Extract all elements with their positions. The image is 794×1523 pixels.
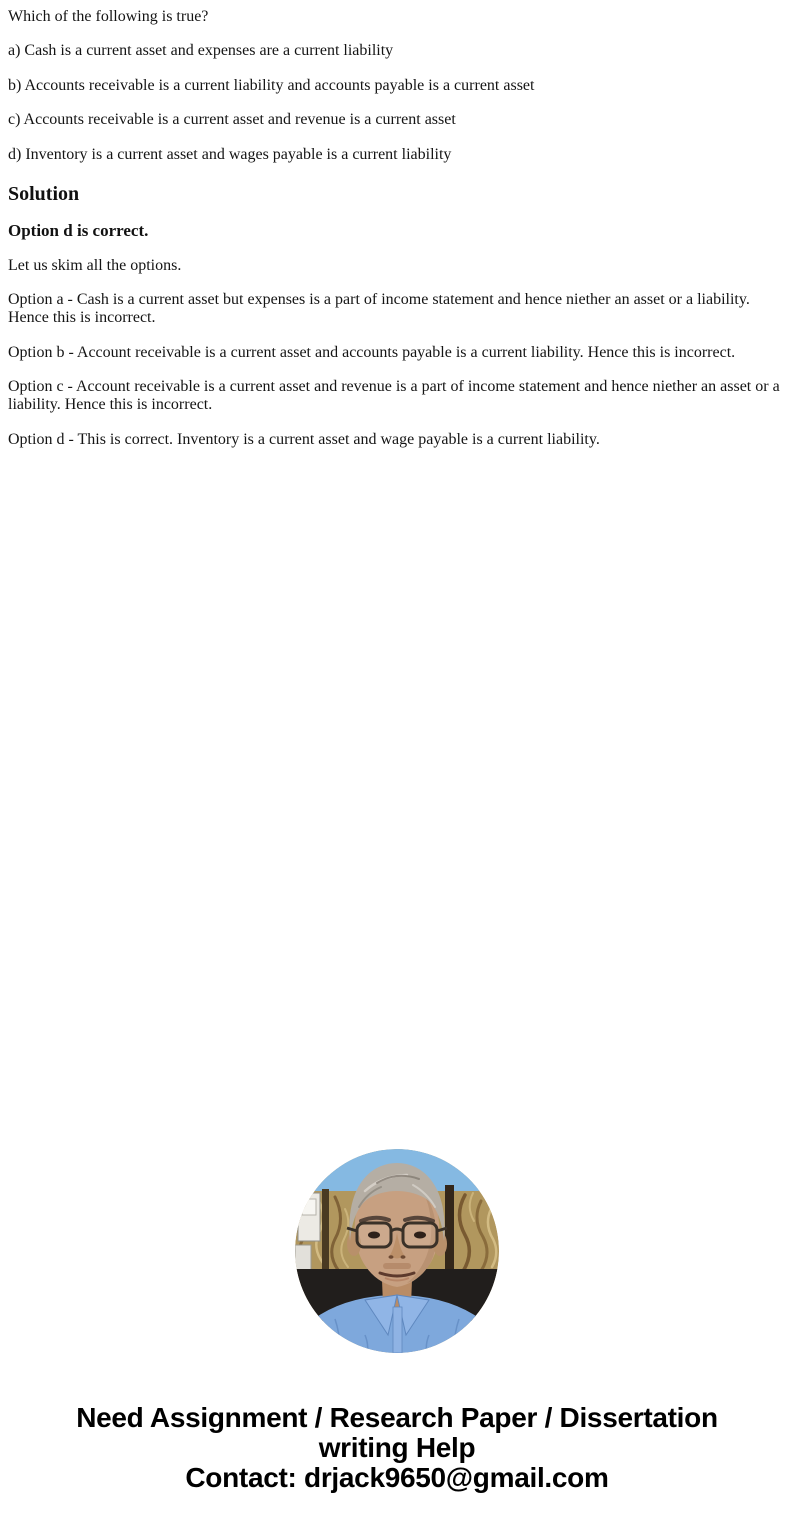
solution-verdict: Option d is correct. <box>8 220 149 240</box>
solution-heading: Solution <box>8 182 80 205</box>
tutor-photo-illustration <box>295 1149 499 1353</box>
photo-eye-right <box>414 1232 426 1239</box>
photo-eye-left <box>368 1232 380 1239</box>
question-option-d: d) Inventory is a current asset and wages payable is a current liability <box>8 145 452 163</box>
explanation-option-b: Option b - Account receivable is a current asset and accounts payable is a current liability. Hence this is incorrect. <box>8 343 736 361</box>
photo-frame-right <box>445 1185 454 1283</box>
question-option-a: a) Cash is a current asset and expenses are a current liability <box>8 42 394 60</box>
solution-intro: Let us skim all the options. <box>8 256 182 274</box>
explanation-option-c: Option c - Account receivable is a current asset and revenue is a part of income statement and hence niether an asset or a liability. Hence this is incorrect. <box>8 378 780 414</box>
explanation-option-d: Option d - This is correct. Inventory is a current asset and wage payable is a current liability. <box>8 430 600 448</box>
question-prompt: Which of the following is true? <box>8 8 209 25</box>
solution-document <box>8 8 786 1493</box>
question-option-c: c) Accounts receivable is a current asset and revenue is a current asset <box>8 111 456 129</box>
photo-lip-shadow <box>383 1263 411 1269</box>
photo-nostril-right <box>401 1255 406 1259</box>
tutor-photo <box>295 1149 499 1353</box>
explanation-option-a: Option a - Cash is a current asset but expenses is a part of income statement and hence niether an asset or a liability. Hence this is incorrect. <box>8 290 750 327</box>
photo-frame-left <box>322 1189 329 1283</box>
footer-heading-line2: writing Help <box>318 1432 476 1464</box>
footer-heading-line1: Need Assignment / Research Paper / Dissertation <box>76 1402 718 1434</box>
question-option-b: b) Accounts receivable is a current liability and accounts payable is a current asset <box>8 76 535 94</box>
footer-ad <box>8 1403 786 1493</box>
photo-nostril-left <box>389 1255 394 1259</box>
footer-contact-email: Contact: drjack9650@gmail.com <box>185 1462 609 1494</box>
